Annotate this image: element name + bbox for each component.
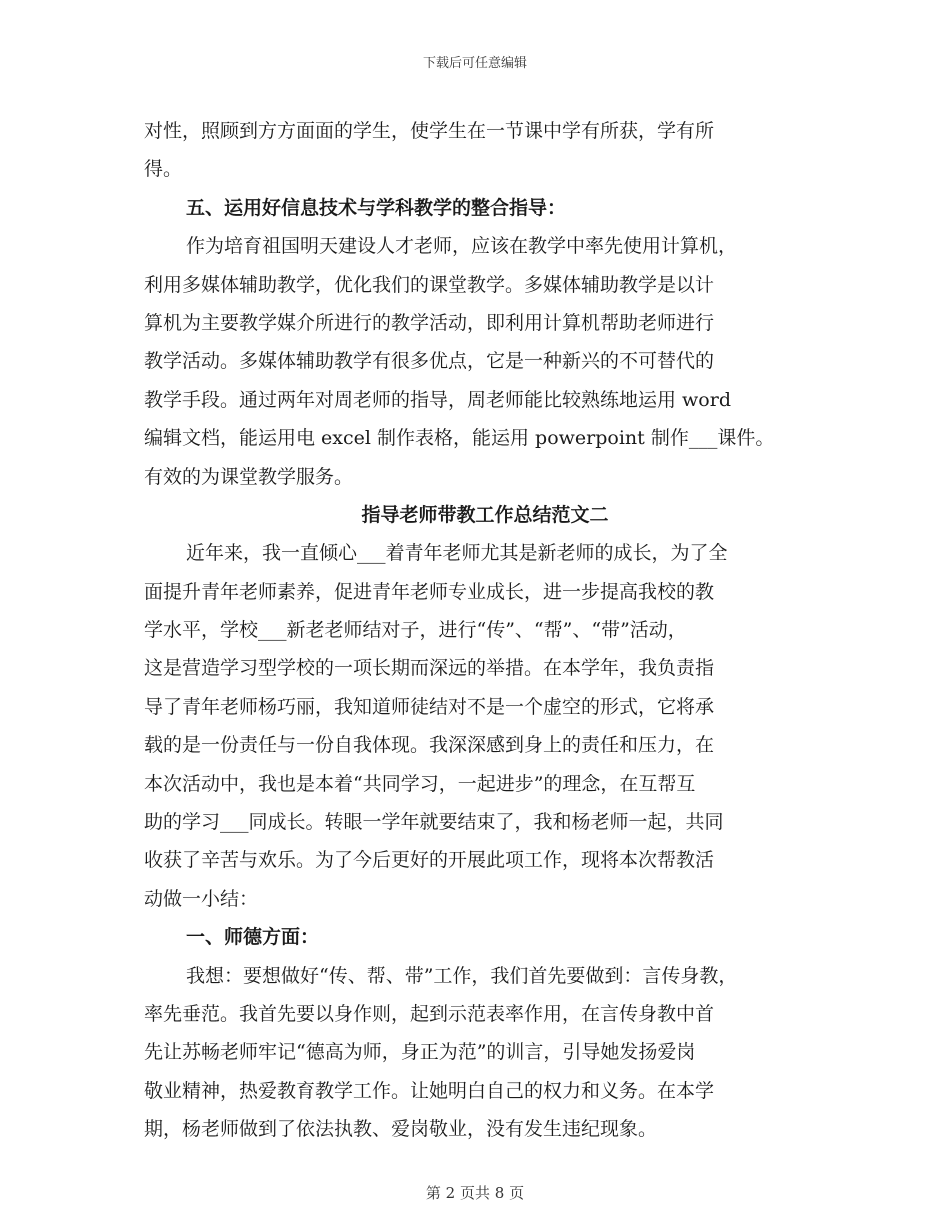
body-line: 教学活动。多媒体辅助教学有很多优点，它是一种新兴的不可替代的 bbox=[144, 350, 715, 373]
body-line: 先让苏畅老师牢记“德高为师，身正为范”的训言，引导她发扬爱岗 bbox=[144, 1041, 696, 1064]
body-line: 有效的为课堂教学服务。 bbox=[144, 465, 354, 488]
body-line: 算机为主要教学媒介所进行的教学活动，即利用计算机帮助老师进行 bbox=[144, 311, 715, 334]
body-line: 教学手段。通过两年对周老师的指导，周老师能比较熟练地运用 word bbox=[144, 388, 731, 411]
body-line: 得。 bbox=[144, 158, 183, 181]
body-line: 对性，照顾到方方面面的学生，使学生在一节课中学有所获，学有所 bbox=[144, 120, 715, 142]
body-line: 我想：要想做好“传、帮、带”工作，我们首先要做到：言传身教， bbox=[186, 964, 738, 987]
page-header: 下载后可任意编辑 bbox=[422, 56, 527, 71]
body-line: 这是营造学习型学校的一项长期而深远的举措。在本学年，我负责指 bbox=[144, 657, 715, 680]
body-line: 利用多媒体辅助教学，优化我们的课堂教学。多媒体辅助教学是以计 bbox=[144, 273, 715, 296]
body-line: 面提升青年老师素养，促进青年老师专业成长，进一步提高我校的教 bbox=[144, 580, 715, 603]
body-line: 收获了辛苦与欢乐。为了今后更好的开展此项工作，现将本次帮教活 bbox=[144, 849, 715, 872]
body-line: 助的学习___同成长。转眼一学年就要结束了，我和杨老师一起，共同 bbox=[144, 811, 724, 834]
body-line: 学水平，学校___新老老师结对子，进行“传”、“帮”、“带”活动， bbox=[144, 619, 687, 642]
body-line: 载的是一份责任与一份自我体现。我深深感到身上的责任和压力，在 bbox=[144, 734, 715, 757]
section-heading: 一、师德方面： bbox=[186, 926, 320, 949]
section-heading: 五、运用好信息技术与学科教学的整合指导： bbox=[186, 196, 567, 219]
body-line: 作为培育祖国明天建设人才老师，应该在教学中率先使用计算机， bbox=[186, 235, 738, 258]
page-footer: 第 2 页共 8 页 bbox=[425, 1184, 525, 1202]
body-line: 期，杨老师做到了依法执教、爱岗敬业，没有发生违纪现象。 bbox=[144, 1118, 658, 1141]
body-line: 编辑文档，能运用电 excel 制作表格，能运用 powerpoint 制作___课件。 bbox=[144, 427, 775, 450]
body-line: 敬业精神，热爱教育教学工作。让她明白自己的权力和义务。在本学 bbox=[144, 1079, 715, 1102]
document-title: 指导老师带教工作总结范文二 bbox=[361, 503, 609, 526]
document-body bbox=[140, 112, 830, 1149]
body-line: 本次活动中，我也是本着“共同学习，一起进步”的理念，在互帮互 bbox=[144, 772, 696, 795]
body-line: 近年来，我一直倾心___着青年老师尤其是新老师的成长，为了全 bbox=[186, 542, 728, 565]
body-line: 率先垂范。我首先要以身作则，起到示范表率作用，在言传身教中首 bbox=[144, 1002, 715, 1025]
body-line: 动做一小结： bbox=[144, 887, 259, 910]
body-line: 导了青年老师杨巧丽，我知道师徒结对不是一个虚空的形式，它将承 bbox=[144, 695, 715, 718]
